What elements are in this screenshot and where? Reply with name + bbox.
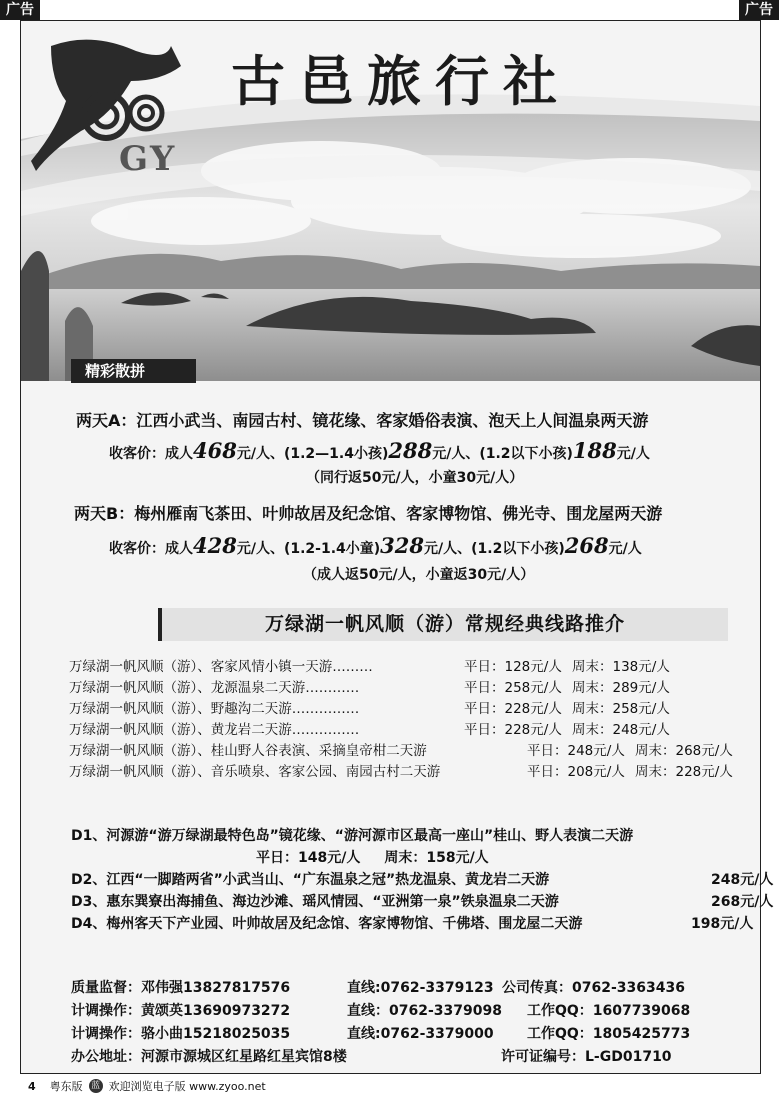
route-name: 万绿湖一帆风顺（游）、龙源温泉二天游………… [69,680,360,696]
route-b-rebate: （成人返50元/人，小童返30元/人） [303,567,535,583]
route-b-adult-price: 428 [193,533,237,558]
work-qq-2: 工作QQ：1805425773 [527,1026,691,1042]
route-name: 万绿湖一帆风顺（游）、野趣沟二天游…………… [69,701,360,717]
route-name: 万绿湖一帆风顺（游）、黄龙岩二天游…………… [69,722,360,738]
route-a-price-mid2: 元/人、(1.2以下小孩) [432,446,573,462]
weekday-price: 平日：258元/人 [464,680,562,696]
classic-route-list [69,657,733,783]
contact-row [71,1023,690,1046]
direct-line-2: 直线：0762-3379098 [347,1003,502,1019]
route-b-price-mid1: 元/人、(1.2-1.4小童) [236,541,381,557]
list-item [69,720,733,741]
d3-price: 268元/人 [711,894,774,910]
route-a-price-post: 元/人 [616,446,650,462]
route-b-infant-price: 268 [564,533,609,558]
weekday-price: 平日：228元/人 [464,722,562,738]
route-a-price-mid1: 元/人、(1.2—1.4小孩) [236,446,389,462]
d4-title: D4、梅州客天下产业园、叶帅故居及纪念馆、客家博物馆、千佛塔、围龙屋二天游 [71,916,583,932]
ad-tag-right: 广告 [739,0,779,20]
route-a-infant-price: 188 [572,438,617,463]
weekday-price: 平日：208元/人 [527,764,625,780]
weekday-price: 平日：128元/人 [464,659,562,675]
route-b-price-mid2: 元/人、(1.2以下小孩) [424,541,565,557]
weekday-price: 平日：248元/人 [527,743,625,759]
weekday-price: 平日：228元/人 [464,701,562,717]
direct-line-1: 直线:0762-3379123 [347,980,494,996]
list-item [71,825,773,847]
route-a-price [109,438,650,463]
ad-tag-left: 广告 [0,0,40,20]
license-number: 许可证编号：L-GD01710 [501,1049,672,1065]
operator-1: 计调操作：黄颂英13690973272 [71,1003,291,1019]
d4-price: 198元/人 [691,916,754,932]
list-item [69,762,733,783]
contact-row [71,1000,690,1023]
edition-label: 粤东版 [49,1080,83,1093]
direct-line-3: 直线:0762-3379000 [347,1026,494,1042]
list-item [71,847,773,869]
contact-block [71,977,690,1069]
route-name: 万绿湖一帆风顺（游）、音乐喷泉、客家公园、南园古村二天游 [69,764,441,780]
route-b-child-price: 328 [380,533,425,558]
route-name: 万绿湖一帆风顺（游）、客家风情小镇一天游……… [69,659,373,675]
list-item [71,869,773,891]
weekend-price: 周末：268元/人 [635,743,733,759]
d1-weekday-price: 平日：148元/人 [256,850,361,866]
operator-2: 计调操作：骆小曲15218025035 [71,1026,291,1042]
d2-title: D2、江西“一脚踏两省”小武当山、“广东温泉之冠”热龙温泉、黄龙岩二天游 [71,872,550,888]
weekend-price: 周末：258元/人 [572,701,670,717]
classic-routes-heading: 万绿湖一帆风顺（游）常规经典线路推介 [158,608,728,641]
route-a-adult-price: 468 [193,438,237,463]
list-item [69,741,733,762]
route-name: 万绿湖一帆风顺（游）、桂山野人谷表演、采摘皇帝柑二天游 [69,743,427,759]
route-a-child-price: 288 [388,438,433,463]
hero-lake-photo [21,21,760,381]
company-fax: 公司传真：0762-3363436 [502,980,685,996]
weekend-price: 周末：289元/人 [572,680,670,696]
office-address: 办公地址：河源市源城区红星路红星宾馆8楼 [71,1049,347,1065]
route-a-rebate: （同行返50元/人，小童30元/人） [306,470,524,486]
weekend-price: 周末：248元/人 [572,722,670,738]
d2-price: 248元/人 [711,872,774,888]
weekend-price: 周末：138元/人 [572,659,670,675]
work-qq-1: 工作QQ：1607739068 [527,1003,691,1019]
page-number: 4 [28,1079,36,1093]
list-item [69,657,733,678]
list-item [69,699,733,720]
route-a-price-pre: 收客价：成人 [109,446,193,462]
d-tour-list [71,825,773,935]
contact-row [71,1046,690,1069]
agency-name: 古邑旅行社 [231,49,571,113]
page-footer [28,1078,266,1094]
section-badge: 精彩散拼 [71,359,196,383]
route-b-title: 两天B：梅州雁南飞茶田、叶帅故居及纪念馆、客家博物馆、佛光寺、围龙屋两天游 [74,504,663,523]
list-item [71,913,773,935]
list-item [71,891,773,913]
ad-frame [20,20,774,1074]
footer-link[interactable]: 欢迎浏览电子版 www.zyoo.net [108,1080,266,1093]
route-b-price-post: 元/人 [608,541,642,557]
route-a-title: 两天A：江西小武当、南园古村、镜花缘、客家婚俗表演、泡天上人间温泉两天游 [76,411,649,430]
weekend-price: 周末：228元/人 [635,764,733,780]
d3-title: D3、惠东巽寮出海捕鱼、海边沙滩、瑶风情园、“亚洲第一泉”铁泉温泉二天游 [71,894,559,910]
list-item [69,678,733,699]
contact-row [71,977,690,1000]
d1-title: D1、河源游“游万绿湖最特色岛”镜花缘、“游河源市区最高一座山”桂山、野人表演二天游 [71,828,634,844]
route-b-price-pre: 收客价：成人 [109,541,193,557]
logo-letters: GY [119,139,177,179]
d1-weekend-price: 周末：158元/人 [384,850,489,866]
globe-icon: 蓝 [89,1079,103,1093]
quality-supervisor: 质量监督：邓伟强13827817576 [71,980,291,996]
route-b-price [109,533,642,558]
